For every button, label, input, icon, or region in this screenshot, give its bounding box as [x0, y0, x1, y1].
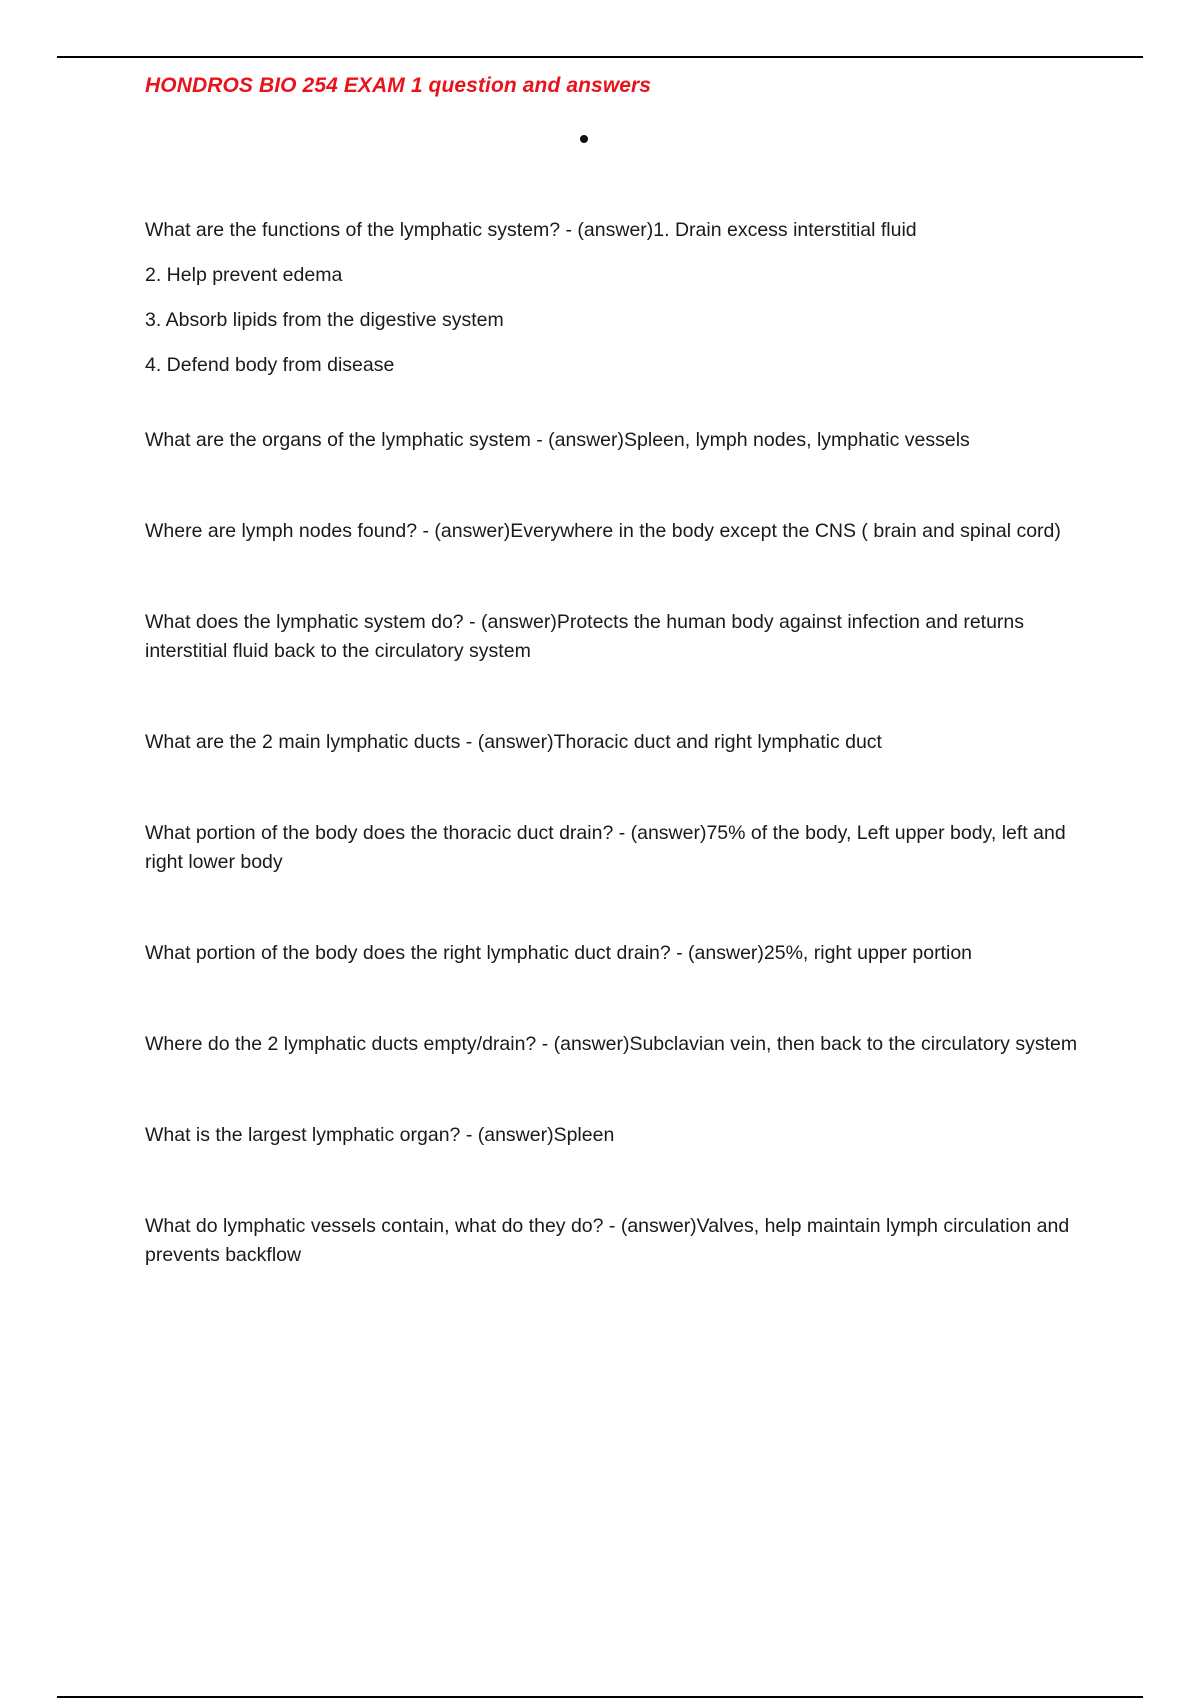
- qa-text: Where are lymph nodes found? - (answer)Everywhere in the body except the CNS ( brain and spinal cord): [145, 520, 1061, 542]
- qa-item: [145, 939, 1085, 968]
- qa-text: What portion of the body does the thoracic duct drain? - (answer)75% of the body, Left upper body, left and right lower body: [145, 822, 1066, 873]
- qa-item: [145, 1121, 1085, 1150]
- footer-rule: [57, 1696, 1143, 1698]
- header-rule: [57, 56, 1143, 58]
- qa-text: What are the 2 main lymphatic ducts - (answer)Thoracic duct and right lymphatic duct: [145, 731, 882, 753]
- qa-text: What portion of the body does the right lymphatic duct drain? - (answer)25%, right upper portion: [145, 942, 973, 964]
- qa-item: [145, 1030, 1085, 1059]
- qa-text: 4. Defend body from disease: [145, 354, 395, 376]
- qa-list: [145, 216, 1085, 1332]
- qa-item: [145, 1212, 1085, 1270]
- qa-item: [145, 728, 1085, 757]
- qa-text: What are the functions of the lymphatic system? - (answer)1. Drain excess interstitial fluid: [145, 219, 917, 241]
- bullet-mark: [580, 135, 588, 143]
- document-title: HONDROS BIO 254 EXAM 1 question and answers: [145, 74, 652, 97]
- qa-text: What does the lymphatic system do? - (answer)Protects the human body against infection and returns interstitial fluid back to the circulatory system: [145, 611, 1025, 662]
- qa-item: [145, 426, 1085, 455]
- qa-item: [145, 517, 1085, 546]
- qa-text: What is the largest lymphatic organ? - (answer)Spleen: [145, 1124, 615, 1146]
- qa-item: [145, 819, 1085, 877]
- qa-text: What do lymphatic vessels contain, what do they do? - (answer)Valves, help maintain lymph circulation and prevents backflow: [145, 1215, 1070, 1266]
- qa-text: What are the organs of the lymphatic system - (answer)Spleen, lymph nodes, lymphatic vessels: [145, 429, 970, 451]
- qa-text: 3. Absorb lipids from the digestive system: [145, 309, 504, 331]
- qa-text: 2. Help prevent edema: [145, 264, 343, 286]
- qa-text: Where do the 2 lymphatic ducts empty/drain? - (answer)Subclavian vein, then back to the circulatory system: [145, 1033, 1078, 1055]
- qa-item: [145, 216, 1085, 380]
- qa-item: [145, 608, 1085, 666]
